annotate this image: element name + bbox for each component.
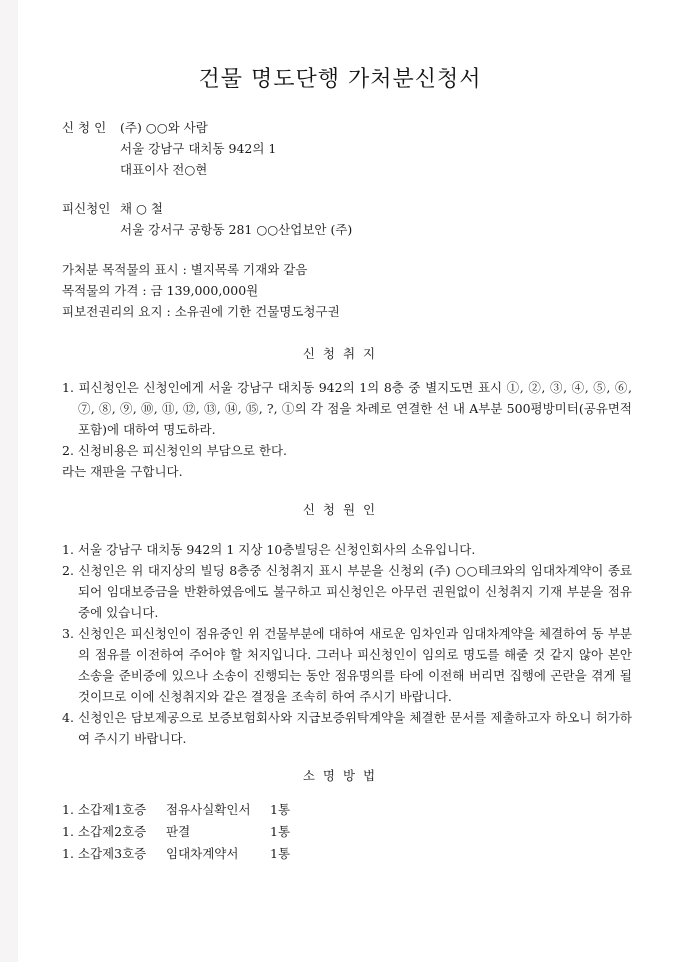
price-info: 목적물의 가격 : 금 139,000,000원 bbox=[62, 283, 259, 298]
purpose-item-1: 1. 피신청인은 신청인에게 서울 강남구 대치동 942의 1의 8층 중 별지도면 표시 ①, ②, ③, ④, ⑤, ⑥, ⑦, ⑧, ⑨, ⑩, ⑪, ⑫, ⑬, ⑭, ⑮, ?, ①의 각 점을 차례로 연결한 선 내 A부분 500평방미터(공유면적 포함)에 대하여 명도하라. bbox=[62, 380, 632, 437]
evidence-name: 임대차계약서 bbox=[166, 846, 239, 861]
purpose-closing: 라는 재판을 구합니다. bbox=[62, 464, 183, 479]
reasons-heading: 신 청 원 인 bbox=[302, 502, 378, 517]
evidence-count: 1통 bbox=[270, 824, 291, 839]
right-info: 피보전권리의 요지 : 소유권에 기한 건물명도청구권 bbox=[62, 304, 340, 319]
applicant-address: 서울 강남구 대치동 942의 1 bbox=[120, 141, 277, 156]
evidence-count: 1통 bbox=[270, 846, 291, 861]
purpose-heading: 신 청 취 지 bbox=[302, 346, 378, 361]
document-title: 건물 명도단행 가처분신청서 bbox=[198, 67, 482, 92]
reason-item-1: 1. 서울 강남구 대치동 942의 1 지상 10층빌딩은 신청인회사의 소유입니다. bbox=[62, 542, 476, 557]
evidence-heading: 소 명 방 법 bbox=[302, 768, 378, 783]
applicant-representative: 대표이사 전○현 bbox=[120, 162, 208, 177]
reason-item-3: 3. 신청인은 피신청인이 점유중인 위 건물부분에 대하여 새로운 임차인과 임대차계약을 체결하여 동 부분의 점유를 이전하여 주어야 할 처지입니다. 그러나 피신청인이 임의로 명도를 해줄 것 같지 않아 본안소송을 준비중에 있으나 소송이 진행되는 동안 점유명의를 타에 이전해 버리면 집행에 곤란을 겪게 될 것이므로 이에 신청취지와 같은 결정을 조속히 하여 주시기 바랍니다. bbox=[62, 626, 632, 704]
evidence-row bbox=[62, 800, 330, 822]
reason-item-2: 2. 신청인은 위 대지상의 빌딩 8층중 신청취지 표시 부분을 신청외 (주) ○○테크와의 임대차계약이 종료되어 임대보증금을 반환하였음에도 불구하고 피신청인은 아무런 권원없이 신청취지 기재 부분을 점유중에 있습니다. bbox=[62, 563, 632, 620]
purpose-section bbox=[62, 377, 632, 482]
applicant-label: 신 청 인 bbox=[62, 120, 107, 135]
respondent-name: 채 ○ 철 bbox=[120, 201, 164, 216]
object-info: 가처분 목적물의 표시 : 별지목록 기재와 같음 bbox=[62, 262, 308, 277]
evidence-no: 1. 소갑제2호증 bbox=[62, 824, 147, 839]
respondent-address: 서울 강서구 공항동 281 ○○산업보안 (주) bbox=[120, 222, 353, 237]
purpose-item-2: 2. 신청비용은 피신청인의 부담으로 한다. bbox=[62, 443, 287, 458]
evidence-name: 점유사실확인서 bbox=[166, 802, 251, 817]
reasons-section bbox=[62, 539, 632, 749]
evidence-row bbox=[62, 844, 330, 866]
evidence-list bbox=[62, 800, 330, 866]
evidence-no: 1. 소갑제3호증 bbox=[62, 846, 147, 861]
reason-item-4: 4. 신청인은 담보제공으로 보증보험회사와 지급보증위탁계약을 체결한 문서를 제출하고자 하오니 허가하여 주시기 바랍니다. bbox=[62, 710, 632, 746]
page-edge bbox=[0, 0, 18, 962]
evidence-count: 1통 bbox=[270, 802, 291, 817]
evidence-row bbox=[62, 822, 330, 844]
evidence-name: 판결 bbox=[166, 824, 191, 839]
evidence-no: 1. 소갑제1호증 bbox=[62, 802, 147, 817]
respondent-label: 피신청인 bbox=[62, 201, 111, 216]
applicant-name: (주) ○○와 사람 bbox=[120, 120, 208, 135]
